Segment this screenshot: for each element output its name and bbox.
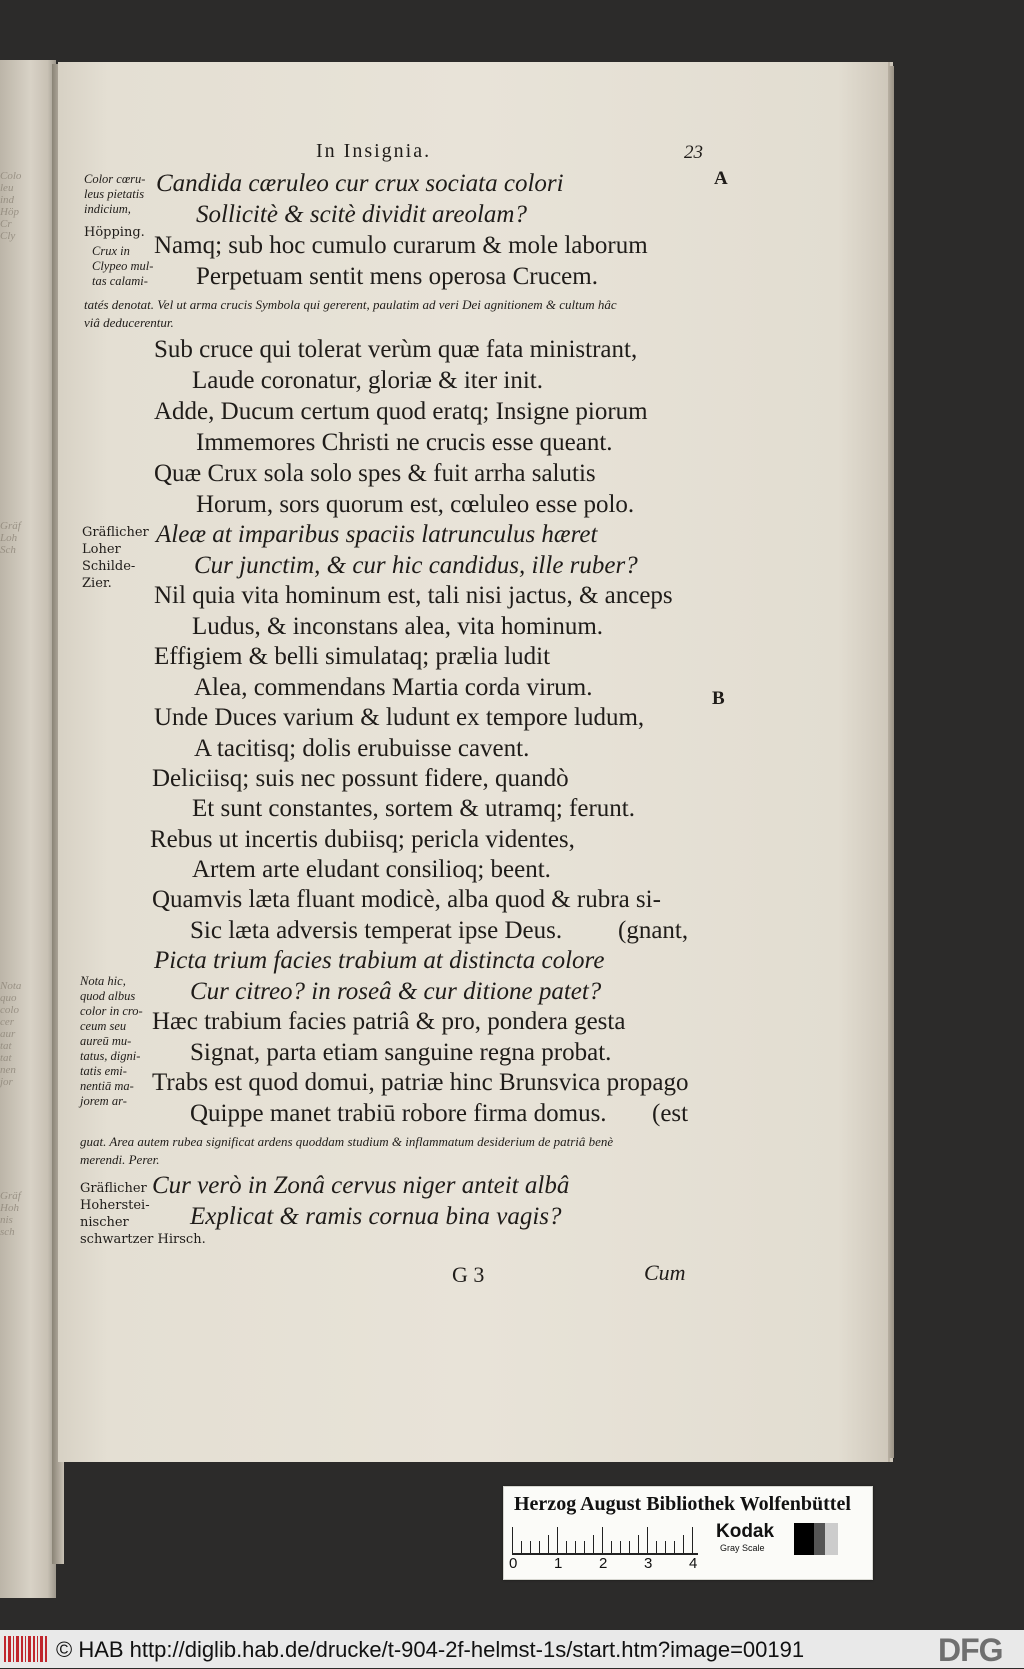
left-page-edge <box>0 60 56 1598</box>
verse-line: Alea, commendans Martia corda virum. <box>194 674 593 701</box>
verse-line: Candida cæruleo cur crux sociata colori <box>156 170 564 197</box>
signature-mark: G 3 <box>452 1262 485 1287</box>
gray-scale-label: Gray Scale <box>720 1543 765 1553</box>
verse-line: Effigiem & belli simulataq; prælia ludit <box>154 643 551 670</box>
verse-line: Rebus ut incertis dubiisq; pericla videntes, <box>150 826 575 853</box>
prose-note: guat. Area autem rubea significat ardens quoddam studium & inflammatum desiderium de patriâ benè <box>80 1134 614 1149</box>
ghost-text: Gräf Loh Sch <box>0 520 21 556</box>
scale-number: 2 <box>599 1555 608 1572</box>
footer-bar <box>0 1630 1024 1668</box>
gray-scale-patch <box>794 1523 838 1555</box>
scale-number: 0 <box>509 1555 518 1572</box>
verse-line: Cur junctim, & cur hic candidus, ille ruber? <box>194 552 638 579</box>
verse-line: Ludus, & inconstans alea, vita hominum. <box>192 613 604 640</box>
verse-line: Quamvis læta fluant modicè, alba quod & rubra si- <box>152 886 661 913</box>
verse-line: Immemores Christi ne crucis esse queant. <box>196 429 613 456</box>
margin-letter-b: B <box>712 688 725 709</box>
scale-ruler <box>512 1525 698 1555</box>
verse-line: Sollicitè & scitè dividit areolam? <box>196 201 527 228</box>
ghost-text: Gräf Hoh nis sch <box>0 1190 21 1238</box>
verse-line: Nil quia vita hominum est, tali nisi jactus, & anceps <box>154 582 673 609</box>
verse-line: Adde, Ducum certum quod eratq; Insigne piorum <box>154 398 648 425</box>
barcode-icon <box>4 1634 50 1664</box>
verse-line: Perpetuam sentit mens operosa Crucem. <box>196 263 598 290</box>
verse-line: A tacitisq; dolis erubuisse cavent. <box>194 735 530 762</box>
verse-continuation: (gnant, <box>618 917 689 944</box>
scale-number: 1 <box>554 1555 563 1572</box>
margin-letter-a: A <box>714 168 728 189</box>
verse-line: Horum, sors quorum est, cœluleo esse polo. <box>196 491 635 518</box>
prose-note: tatés denotat. Vel ut arma crucis Symbola qui gererent, paulatim ad veri Dei agnitionem & cultum hâc <box>84 297 617 312</box>
side-note-crux: Crux in Clypeo mul- tas calami- <box>92 244 154 288</box>
catchword: Cum <box>644 1260 686 1285</box>
ghost-text: Colo leu ind Höp Cr Cly <box>0 170 22 242</box>
footer-source-link[interactable]: © HAB http://diglib.hab.de/drucke/t-904-2f-helmst-1s/start.htm?image=00191 <box>56 1637 805 1662</box>
verse-line: Et sunt constantes, sortem & utramq; ferunt. <box>192 795 635 822</box>
verse-line: Laude coronatur, gloriæ & iter init. <box>192 367 543 394</box>
side-note-graeflicher-loher: Gräflicher Loher Schilde- Zier. <box>82 525 149 591</box>
verse-line: Unde Duces varium & ludunt ex tempore ludum, <box>154 704 645 731</box>
side-note-hopping: Höpping. <box>84 225 145 240</box>
verse-line: Sub cruce qui tolerat verùm quæ fata ministrant, <box>154 336 638 363</box>
verse-continuation: (est <box>652 1100 689 1127</box>
scale-number: 4 <box>689 1555 698 1572</box>
verse-line: Signat, parta etiam sanguine regna probat. <box>190 1039 612 1066</box>
prose-note: viâ deducerentur. <box>84 315 174 330</box>
side-note-graeflicher-hohersteinischer: Gräflicher Hoherstei- nischer schwartzer Hirsch. <box>80 1181 206 1247</box>
kodak-logo: Kodak <box>716 1521 775 1542</box>
stamp-title: Herzog August Bibliothek Wolfenbüttel <box>514 1493 851 1515</box>
scale-number: 3 <box>644 1555 653 1572</box>
running-title: In Insignia. <box>316 140 432 162</box>
dfg-logo: DFG <box>938 1632 1003 1668</box>
verse-line: Sic læta adversis temperat ipse Deus. <box>190 917 563 944</box>
verse-line: Explicat & ramis cornua bina vagis? <box>190 1203 562 1230</box>
verse-line: Cur verò in Zonâ cervus niger anteit albâ <box>152 1172 570 1199</box>
verse-line: Trabs est quod domui, patriæ hinc Brunsvica propago <box>152 1069 689 1096</box>
prose-note: merendi. Perer. <box>80 1152 160 1167</box>
ghost-text: Nota quo colo cer aur tat tat nen jor <box>0 980 22 1088</box>
side-note-color: Color cœru- leus pietatis indicium, <box>84 172 146 216</box>
verse-line: Artem arte eludant consilioq; beent. <box>192 856 551 883</box>
side-note-nota: Nota hic, quod albus color in cro- ceum seu aureū mu- tatus, digni- tatis emi- nentiā ma- jorem ar- <box>80 974 143 1108</box>
library-stamp <box>503 1486 873 1580</box>
verse-line: Aleæ at imparibus spaciis latrunculus hæret <box>156 521 598 548</box>
verse-line: Cur citreo? in roseâ & cur ditione patet? <box>190 978 602 1005</box>
verse-line: Quippe manet trabiū robore firma domus. <box>190 1100 607 1127</box>
verse-line: Deliciisq; suis nec possunt fidere, quandò <box>152 765 569 792</box>
verse-line: Picta trium facies trabium at distincta colore <box>154 947 605 974</box>
verse-line: Hæc trabium facies patriâ & pro, pondera gesta <box>152 1008 626 1035</box>
verse-line: Namq; sub hoc cumulo curarum & mole laborum <box>154 232 648 259</box>
page-number: 23 <box>684 142 703 163</box>
verse-line: Quæ Crux sola solo spes & fuit arrha salutis <box>154 460 596 487</box>
page-edge <box>888 66 894 1458</box>
